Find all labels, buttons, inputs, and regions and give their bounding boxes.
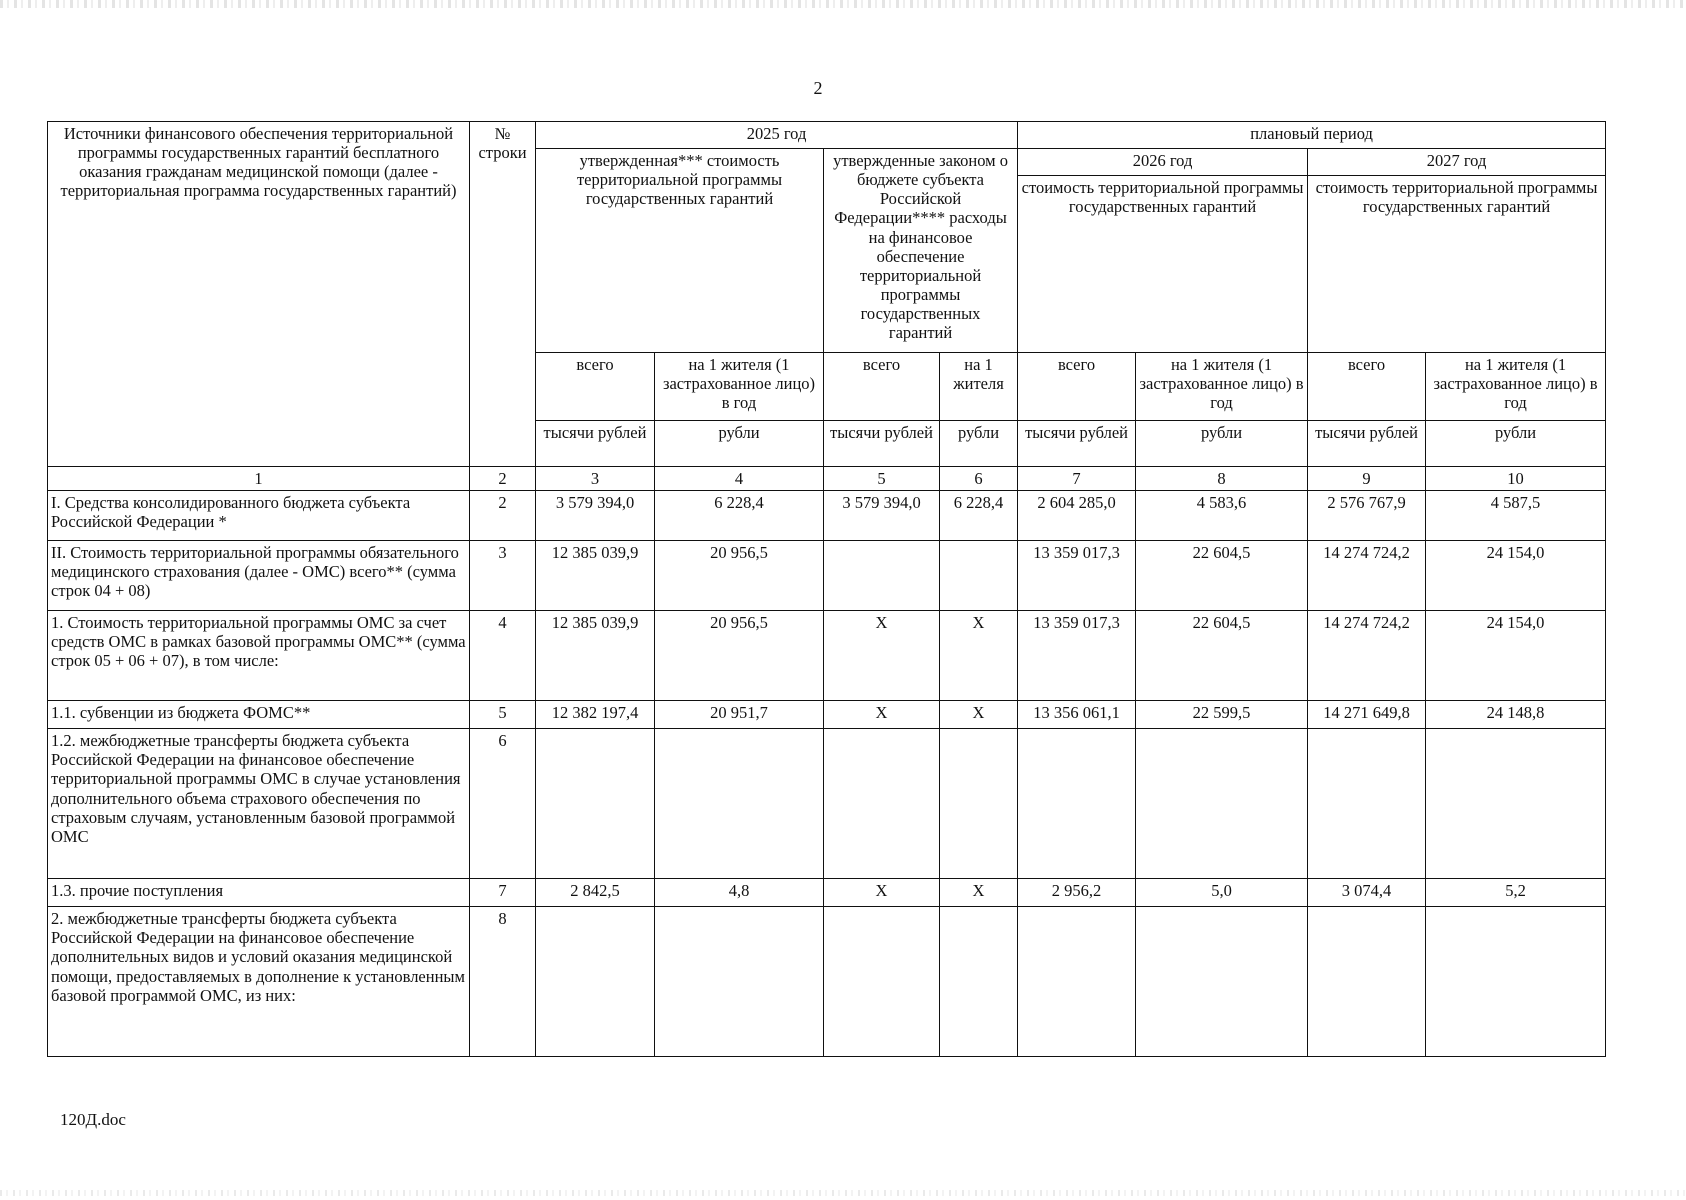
cell-c4 xyxy=(655,729,824,879)
cell-c5: Х xyxy=(824,611,940,701)
row-label: 1. Стоимость территориальной программы ОМС за счет средств ОМС в рамках базовой программы ОМС** (сумма строк 05 + 06 + 07), в том числе: xyxy=(48,611,470,701)
cell-c9: 14 274 724,2 xyxy=(1308,541,1426,611)
cell-c7: 2 604 285,0 xyxy=(1018,491,1136,541)
row-label: 1.3. прочие поступления xyxy=(48,879,470,907)
cell-c5 xyxy=(824,729,940,879)
table-row xyxy=(48,907,1606,1057)
financing-table xyxy=(47,121,1606,1057)
cell-c7: 13 359 017,3 xyxy=(1018,611,1136,701)
cell-c8 xyxy=(1136,729,1308,879)
cell-c6: 6 228,4 xyxy=(940,491,1018,541)
header-per-resident-c6: на 1 жителя xyxy=(940,353,1018,421)
row-label: 1.2. межбюджетные трансферты бюджета субъекта Российской Федерации на финансовое обеспечение территориальной программы ОМС в случае установления дополнительного объема страхового обеспечения по страховым случаям, установленным базовой программой ОМС xyxy=(48,729,470,879)
header-row-1 xyxy=(48,122,1606,149)
cell-c6 xyxy=(940,541,1018,611)
cell-c5 xyxy=(824,541,940,611)
cell-c6: Х xyxy=(940,701,1018,729)
column-number: 3 xyxy=(536,467,655,491)
cell-c7: 13 356 061,1 xyxy=(1018,701,1136,729)
cell-c4: 4,8 xyxy=(655,879,824,907)
cell-c4: 20 951,7 xyxy=(655,701,824,729)
header-year-2026: 2026 год xyxy=(1018,149,1308,176)
cell-c7: 2 956,2 xyxy=(1018,879,1136,907)
cell-c8: 5,0 xyxy=(1136,879,1308,907)
cell-c7: 13 359 017,3 xyxy=(1018,541,1136,611)
row-number: 6 xyxy=(470,729,536,879)
cell-c3: 3 579 394,0 xyxy=(536,491,655,541)
row-number: 3 xyxy=(470,541,536,611)
cell-c10: 24 154,0 xyxy=(1426,611,1606,701)
header-cost-2027: стоимость территориальной программы государственных гарантий xyxy=(1308,176,1606,353)
table-row xyxy=(48,541,1606,611)
footer-filename: 120Д.doc xyxy=(60,1110,126,1129)
cell-c3: 2 842,5 xyxy=(536,879,655,907)
cell-c5: Х xyxy=(824,701,940,729)
cell-c8: 22 604,5 xyxy=(1136,541,1308,611)
cell-c5: 3 579 394,0 xyxy=(824,491,940,541)
cell-c10 xyxy=(1426,729,1606,879)
cell-c10 xyxy=(1426,907,1606,1057)
cell-c10: 5,2 xyxy=(1426,879,1606,907)
header-year-2027: 2027 год xyxy=(1308,149,1606,176)
cell-c10: 24 154,0 xyxy=(1426,541,1606,611)
table-row xyxy=(48,879,1606,907)
cell-c3: 12 385 039,9 xyxy=(536,541,655,611)
header-approved-by-law: утвержденные законом о бюджете субъекта Российской Федерации**** расходы на финансовое обеспечение территориальной программы государственных гарантий xyxy=(824,149,1018,353)
header-approved-cost: утвержденная*** стоимость территориальной программы государственных гарантий xyxy=(536,149,824,353)
header-row-no: № строки xyxy=(470,122,536,467)
cell-c3 xyxy=(536,907,655,1057)
header-source-col: Источники финансового обеспечения территориальной программы государственных гарантий бесплатного оказания гражданам медицинской помощи (далее - территориальная программа государственных гарантий) xyxy=(48,122,470,467)
cell-c8: 22 604,5 xyxy=(1136,611,1308,701)
cell-c8: 4 583,6 xyxy=(1136,491,1308,541)
column-number: 9 xyxy=(1308,467,1426,491)
cell-c9 xyxy=(1308,729,1426,879)
cell-c3: 12 382 197,4 xyxy=(536,701,655,729)
row-number: 5 xyxy=(470,701,536,729)
column-number: 5 xyxy=(824,467,940,491)
header-per-insured-c8: на 1 жителя (1 застрахованное лицо) в год xyxy=(1136,353,1308,421)
cell-c3: 12 385 039,9 xyxy=(536,611,655,701)
row-label: II. Стоимость территориальной программы обязательного медицинского страхования (далее - ОМС) всего** (сумма строк 04 + 08) xyxy=(48,541,470,611)
row-number: 7 xyxy=(470,879,536,907)
header-per-insured-c4: на 1 жителя (1 застрахованное лицо) в год xyxy=(655,353,824,421)
cell-c9: 14 271 649,8 xyxy=(1308,701,1426,729)
header-total-c7: всего xyxy=(1018,353,1136,421)
column-number: 2 xyxy=(470,467,536,491)
page-number: 2 xyxy=(813,78,823,98)
row-label: 2. межбюджетные трансферты бюджета субъекта Российской Федерации на финансовое обеспечение дополнительных видов и условий оказания медицинской помощи, предоставляемых в дополнение к установленным базовой программой ОМС, из них: xyxy=(48,907,470,1057)
column-number: 6 xyxy=(940,467,1018,491)
cell-c8 xyxy=(1136,907,1308,1057)
row-label: 1.1. субвенции из бюджета ФОМС** xyxy=(48,701,470,729)
cell-c4: 20 956,5 xyxy=(655,611,824,701)
header-unit-c6: рубли xyxy=(940,421,1018,467)
cell-c6 xyxy=(940,729,1018,879)
cell-c9: 14 274 724,2 xyxy=(1308,611,1426,701)
cell-c4: 20 956,5 xyxy=(655,541,824,611)
cell-c5 xyxy=(824,907,940,1057)
cell-c4: 6 228,4 xyxy=(655,491,824,541)
header-unit-c4: рубли xyxy=(655,421,824,467)
cell-c9: 2 576 767,9 xyxy=(1308,491,1426,541)
header-planning-period: плановый период xyxy=(1018,122,1606,149)
column-number: 1 xyxy=(48,467,470,491)
header-unit-c8: рубли xyxy=(1136,421,1308,467)
table-row xyxy=(48,491,1606,541)
table-row xyxy=(48,729,1606,879)
table-row xyxy=(48,701,1606,729)
row-number: 2 xyxy=(470,491,536,541)
cell-c6 xyxy=(940,907,1018,1057)
cell-c6: Х xyxy=(940,611,1018,701)
scan-edge-bottom xyxy=(0,1190,1686,1196)
column-numbers-row xyxy=(48,467,1606,491)
cell-c9: 3 074,4 xyxy=(1308,879,1426,907)
table-row xyxy=(48,611,1606,701)
header-year-2025: 2025 год xyxy=(536,122,1018,149)
header-total-c3: всего xyxy=(536,353,655,421)
column-number: 8 xyxy=(1136,467,1308,491)
header-unit-c9: тысячи рублей xyxy=(1308,421,1426,467)
header-per-insured-c10: на 1 жителя (1 застрахованное лицо) в год xyxy=(1426,353,1606,421)
cell-c6: Х xyxy=(940,879,1018,907)
cell-c7 xyxy=(1018,907,1136,1057)
column-number: 4 xyxy=(655,467,824,491)
header-total-c9: всего xyxy=(1308,353,1426,421)
cell-c10: 24 148,8 xyxy=(1426,701,1606,729)
header-unit-c7: тысячи рублей xyxy=(1018,421,1136,467)
header-unit-c5: тысячи рублей xyxy=(824,421,940,467)
scan-edge-top xyxy=(0,0,1686,8)
row-number: 4 xyxy=(470,611,536,701)
cell-c8: 22 599,5 xyxy=(1136,701,1308,729)
cell-c9 xyxy=(1308,907,1426,1057)
column-number: 7 xyxy=(1018,467,1136,491)
row-number: 8 xyxy=(470,907,536,1057)
cell-c4 xyxy=(655,907,824,1057)
cell-c7 xyxy=(1018,729,1136,879)
row-label: I. Средства консолидированного бюджета субъекта Российской Федерации * xyxy=(48,491,470,541)
header-unit-c3: тысячи рублей xyxy=(536,421,655,467)
cell-c5: Х xyxy=(824,879,940,907)
cell-c3 xyxy=(536,729,655,879)
header-cost-2026: стоимость территориальной программы государственных гарантий xyxy=(1018,176,1308,353)
column-number: 10 xyxy=(1426,467,1606,491)
header-total-c5: всего xyxy=(824,353,940,421)
header-unit-c10: рубли xyxy=(1426,421,1606,467)
cell-c10: 4 587,5 xyxy=(1426,491,1606,541)
